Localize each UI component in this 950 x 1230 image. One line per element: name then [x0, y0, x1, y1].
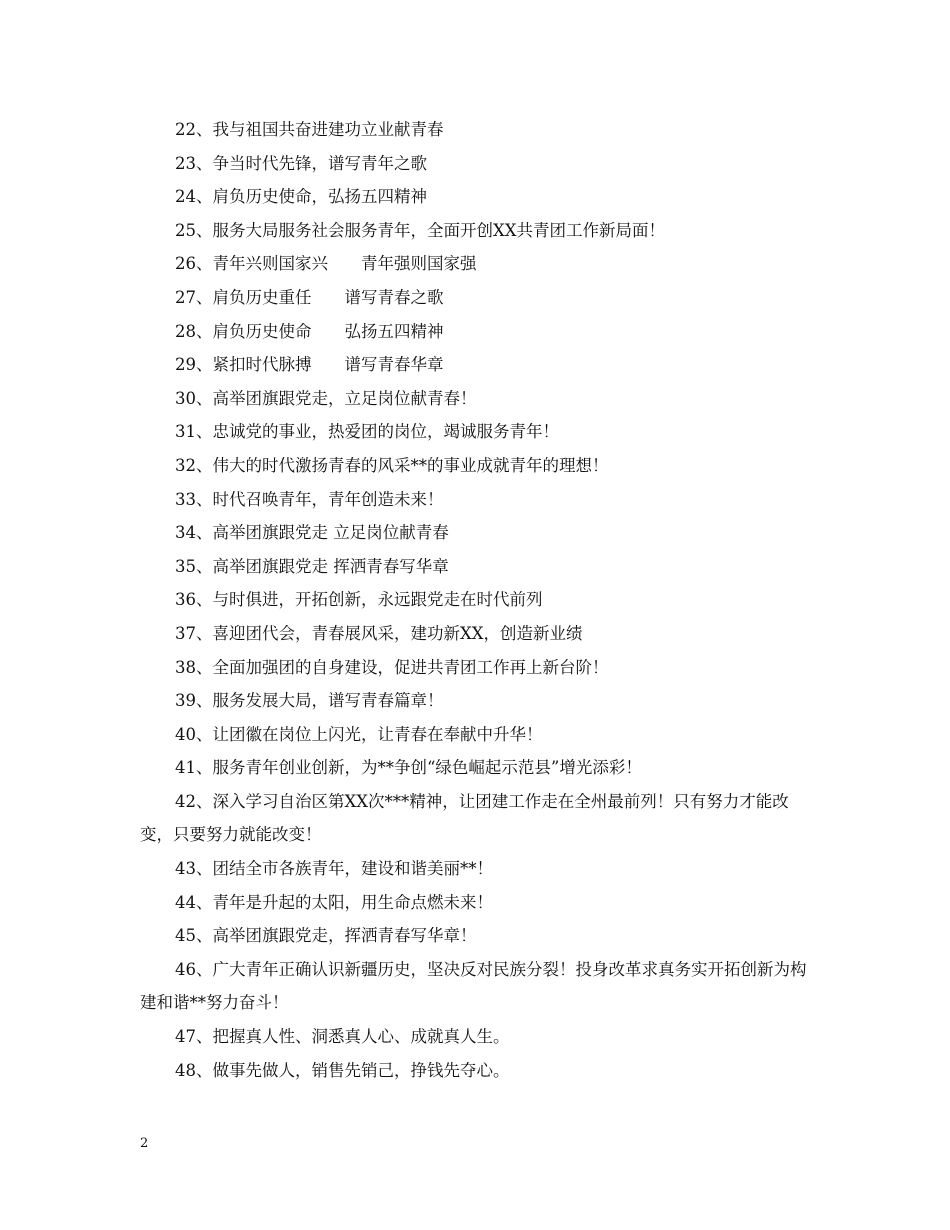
- list-item: 42、深入学习自治区第XX次***精神，让团建工作走在全州最前列！只有努力才能改变，只要努力就能改变！: [140, 791, 789, 845]
- list-item: 27、肩负历史重任 谱写青春之歌: [175, 287, 444, 307]
- list-item: 44、青年是升起的太阳，用生命点燃未来！: [175, 892, 493, 912]
- list-item: 32、伟大的时代激扬青春的风采**的事业成就青年的理想！: [175, 455, 609, 475]
- list-item: 43、团结全市各族青年，建设和谐美丽**！: [175, 859, 493, 879]
- list-item: 46、广大青年正确认识新疆历史，坚决反对民族分裂！投身改革求真务实开拓创新为构建和谐**努力奋斗！: [140, 959, 807, 1013]
- list-item: 33、时代召唤青年，青年创造未来！: [175, 489, 444, 509]
- list-item: 30、高举团旗跟党走，立足岗位献青春！: [175, 388, 477, 408]
- list-item: 37、喜迎团代会，青春展风采，建功新XX，创造新业绩: [175, 623, 583, 643]
- list-item: 28、肩负历史使命 弘扬五四精神: [175, 321, 444, 341]
- list-item: 29、紧扣时代脉搏 谱写青春华章: [175, 355, 444, 375]
- slogan-list: [140, 113, 816, 1087]
- list-item: 41、服务青年创业创新，为**争创“绿色崛起示范县”增光添彩！: [175, 758, 642, 778]
- list-item: 48、做事先做人，销售先销己，挣钱先夺心。: [175, 1060, 510, 1080]
- list-item: 25、服务大局服务社会服务青年，全面开创XX共青团工作新局面！: [175, 220, 665, 240]
- list-item: 35、高举团旗跟党走 挥洒青春写华章: [175, 556, 449, 576]
- list-item: 26、青年兴则国家兴 青年强则国家强: [175, 254, 477, 274]
- list-item: 22、我与祖国共奋进建功立业献青春: [175, 120, 444, 139]
- list-item: 47、把握真人性、洞悉真人心、成就真人生。: [175, 1027, 510, 1047]
- list-item: 31、忠诚党的事业，热爱团的岗位，竭诚服务青年！: [175, 422, 559, 442]
- list-item: 38、全面加强团的自身建设，促进共青团工作再上新台阶！: [175, 657, 609, 677]
- list-item: 34、高举团旗跟党走 立足岗位献青春: [175, 523, 449, 543]
- list-item: 45、高举团旗跟党走，挥洒青春写华章！: [175, 926, 477, 946]
- list-item: 40、让团徽在岗位上闪光，让青春在奉献中升华！: [175, 724, 543, 744]
- list-item: 23、争当时代先锋，谱写青年之歌: [175, 153, 427, 173]
- page-number: 2: [140, 1136, 149, 1151]
- list-item: 36、与时俱进，开拓创新，永远跟党走在时代前列: [175, 590, 543, 610]
- list-item: 39、服务发展大局，谱写青春篇章！: [175, 691, 444, 711]
- list-item: 24、肩负历史使命，弘扬五四精神: [175, 187, 427, 207]
